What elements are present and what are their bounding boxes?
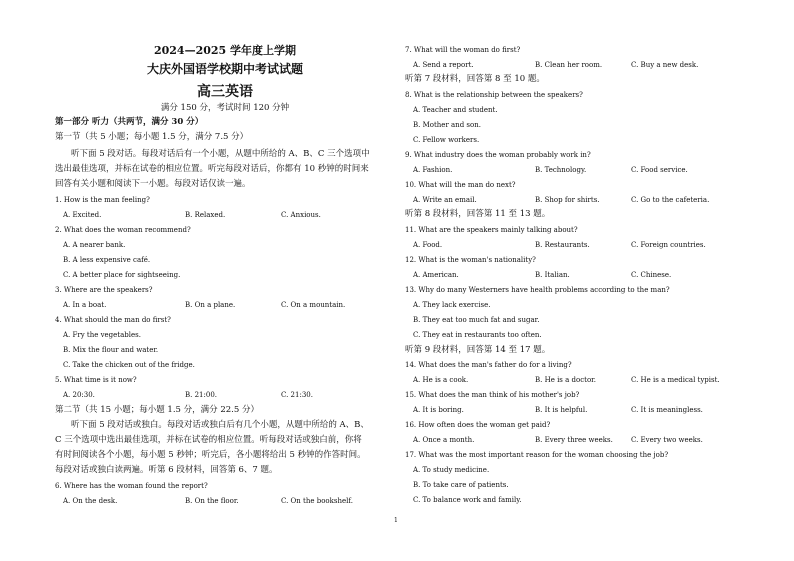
option: A. American. bbox=[413, 271, 459, 279]
option: C. Fellow workers. bbox=[413, 136, 480, 144]
option: C. Take the chicken out of the fridge. bbox=[63, 361, 195, 369]
option: B. A less expensive café. bbox=[63, 256, 151, 264]
option: C. On the bookshelf. bbox=[281, 497, 353, 505]
section2-instr-line: 每段对话或独白读两遍。听第 6 段材料，回答第 6、7 题。 bbox=[55, 465, 278, 475]
option: B. Mother and son. bbox=[413, 121, 481, 129]
option: B. Shop for shirts. bbox=[535, 196, 600, 204]
option: A. They lack exercise. bbox=[413, 301, 491, 309]
option: A. To study medicine. bbox=[413, 466, 490, 474]
option: A. Send a report. bbox=[413, 61, 474, 69]
listening-note: 听第 9 段材料，回答第 14 至 17 题。 bbox=[405, 345, 551, 355]
option: C. Go to the cafeteria. bbox=[631, 196, 710, 204]
option: B. Restaurants. bbox=[535, 241, 590, 249]
listening-note: 听第 8 段材料，回答第 11 至 13 题。 bbox=[405, 209, 551, 219]
section1-title: 第一节（共 5 小题；每小题 1.5 分，满分 7.5 分） bbox=[55, 132, 249, 142]
question: 16. How often does the woman get paid? bbox=[405, 421, 551, 429]
option: C. Food service. bbox=[631, 166, 688, 174]
section1-instr-line: 选出最佳选项，并标在试卷的相应位置。听完每段对话后，你都有 10 秒钟的时间来 bbox=[55, 164, 369, 174]
option: B. Clean her room. bbox=[535, 61, 603, 69]
section2-instr-line: C 三个选项中选出最佳选项，并标在试卷的相应位置。听每段对话或独白前，你将 bbox=[55, 435, 362, 445]
section1-instr-line: 听下面 5 段对话。每段对话后有一个小题，从题中所给的 A、B、C 三个选项中 bbox=[71, 149, 370, 159]
question: 15. What does the man think of his mother's job? bbox=[405, 391, 580, 399]
option: B. To take care of patients. bbox=[413, 481, 509, 489]
option: B. On a plane. bbox=[185, 301, 236, 309]
option: B. Every three weeks. bbox=[535, 436, 613, 444]
option: A. Excited. bbox=[63, 211, 102, 219]
option: C. He is a medical typist. bbox=[631, 376, 720, 384]
option: B. Relaxed. bbox=[185, 211, 226, 219]
option: B. They eat too much fat and sugar. bbox=[413, 316, 540, 324]
question: 8. What is the relationship between the speakers? bbox=[405, 91, 583, 99]
option: A. On the desk. bbox=[63, 497, 118, 505]
question: 4. What should the man do first? bbox=[55, 316, 171, 324]
question: 14. What does the man's father do for a living? bbox=[405, 361, 572, 369]
option: C. Chinese. bbox=[631, 271, 672, 279]
question: 2. What does the woman recommend? bbox=[55, 226, 191, 234]
option: C. They eat in restaurants too often. bbox=[413, 331, 542, 339]
option: A. Write an email. bbox=[413, 196, 477, 204]
section1-instr-line: 回答有关小题和阅读下一小题。每段对话仅读一遍。 bbox=[55, 179, 251, 189]
option: B. It is helpful. bbox=[535, 406, 588, 414]
option: C. Foreign countries. bbox=[631, 241, 706, 249]
option: A. Food. bbox=[413, 241, 443, 249]
question: 5. What time is it now? bbox=[55, 376, 137, 384]
option: A. A nearer bank. bbox=[63, 241, 126, 249]
subject-title: 高三英语 bbox=[197, 84, 253, 100]
option: B. Technology. bbox=[535, 166, 587, 174]
option: C. On a mountain. bbox=[281, 301, 346, 309]
section2-title: 第二节（共 15 小题；每小题 1.5 分，满分 22.5 分） bbox=[55, 405, 259, 415]
option: C. To balance work and family. bbox=[413, 496, 522, 504]
option: B. On the floor. bbox=[185, 497, 239, 505]
school-title: 大庆外国语学校期中考试试题 bbox=[146, 62, 303, 76]
question: 7. What will the woman do first? bbox=[405, 46, 521, 54]
question: 9. What industry does the woman probably work in? bbox=[405, 151, 591, 159]
listening-note: 听第 7 段材料，回答第 8 至 10 题。 bbox=[405, 74, 545, 84]
section2-instr-line: 有时间阅读各个小题，每小题 5 秒钟；听完后，各小题将给出 5 秒钟的作答时间。 bbox=[55, 450, 366, 460]
option: A. Once a month. bbox=[413, 436, 475, 444]
question: 3. Where are the speakers? bbox=[55, 286, 153, 294]
question: 6. Where has the woman found the report? bbox=[55, 482, 208, 490]
option: C. Anxious. bbox=[281, 211, 321, 219]
option: A. Fashion. bbox=[413, 166, 453, 174]
option: B. Italian. bbox=[535, 271, 570, 279]
option: B. 21:00. bbox=[185, 391, 217, 399]
option: A. Fry the vegetables. bbox=[63, 331, 141, 339]
option: A. 20:30. bbox=[63, 391, 95, 399]
exam-year: 2024—2025 学年度上学期 bbox=[153, 44, 297, 57]
question: 11. What are the speakers mainly talking about? bbox=[405, 226, 578, 234]
page-number: 1 bbox=[394, 517, 398, 524]
part1-title: 第一部分 听力（共两节，满分 30 分） bbox=[55, 117, 204, 127]
option: C. It is meaningless. bbox=[631, 406, 703, 414]
question: 17. What was the most important reason for the woman choosing the job? bbox=[405, 451, 669, 459]
option: A. It is boring. bbox=[413, 406, 464, 414]
option: C. A better place for sightseeing. bbox=[63, 271, 181, 279]
option: C. Every two weeks. bbox=[631, 436, 703, 444]
option: A. He is a cook. bbox=[413, 376, 469, 384]
question: 13. Why do many Westerners have health problems according to the man? bbox=[405, 286, 670, 294]
option: B. He is a doctor. bbox=[535, 376, 596, 384]
section2-instr-line: 听下面 5 段对话或独白。每段对话或独白后有几个小题，从题中所给的 A、B、 bbox=[71, 420, 369, 430]
option: C. Buy a new desk. bbox=[631, 61, 699, 69]
option: C. 21:30. bbox=[281, 391, 313, 399]
option: A. Teacher and student. bbox=[413, 106, 498, 114]
question: 1. How is the man feeling? bbox=[55, 196, 150, 204]
option: B. Mix the flour and water. bbox=[63, 346, 159, 354]
question: 12. What is the woman's nationality? bbox=[405, 256, 536, 264]
option: A. In a boat. bbox=[63, 301, 107, 309]
question: 10. What will the man do next? bbox=[405, 181, 516, 189]
score-time: 满分 150 分，考试时间 120 分钟 bbox=[160, 103, 290, 113]
